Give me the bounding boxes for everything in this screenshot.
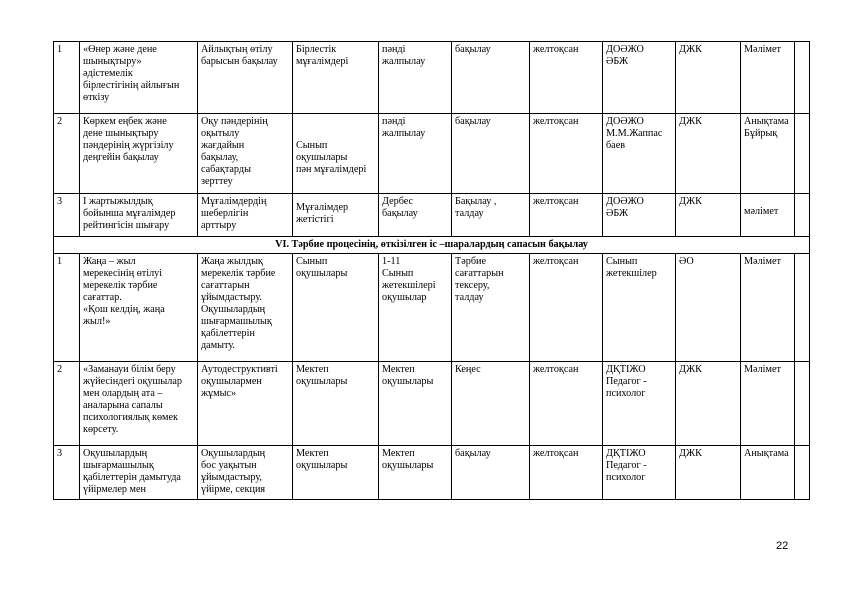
- cell-text: Мектеп оқушылары: [382, 364, 434, 387]
- cell-goal: [198, 254, 293, 362]
- cell-text: Бірлестік мұғалімдері: [296, 44, 349, 67]
- cell-text: Оқушылардың шығармашылық қабілеттерін дамытуда үйірмелер мен: [83, 448, 181, 495]
- cell-responsible: [603, 194, 676, 237]
- cell-month: [530, 42, 603, 114]
- cell-text: Бақылау , талдау: [455, 196, 497, 219]
- cell-text: Мәлімет: [744, 256, 781, 267]
- cell-object: [293, 254, 379, 362]
- cell-type: [379, 194, 452, 237]
- cell-text: пәнді жалпылау: [382, 116, 426, 139]
- row-number: [54, 446, 80, 500]
- cell-object: [293, 362, 379, 446]
- section-title-text: VI. Тәрбие процесінің, өткізілген іс –шаралардың сапасын бақылау: [275, 239, 588, 250]
- cell-object: [293, 446, 379, 500]
- cell-text: Мектеп оқушылары: [382, 448, 434, 471]
- cell-review: [676, 362, 741, 446]
- cell-text: Жаңа жылдық мерекелік тәрбие сағаттарын ұйымдастыру. Оқушылардың шығармашылық қабілеттерін дамыту.: [201, 256, 276, 351]
- cell-event: [80, 362, 198, 446]
- cell-goal: [198, 446, 293, 500]
- cell-text: ДЖК: [679, 448, 702, 459]
- cell-text: ӘО: [679, 256, 694, 267]
- cell-event: [80, 194, 198, 237]
- cell-responsible: [603, 42, 676, 114]
- cell-text: 1: [57, 256, 63, 267]
- cell-text: 3: [57, 448, 63, 459]
- cell-goal: [198, 194, 293, 237]
- cell-text: Анықтама: [744, 448, 789, 459]
- cell-result: [741, 42, 795, 114]
- cell-text: ДОӘЖО ӘБЖ: [606, 44, 644, 67]
- cell-text: бақылау: [455, 44, 491, 55]
- cell-type: [379, 42, 452, 114]
- cell-text: Сынып жетекшілер: [606, 256, 657, 279]
- cell-text: ДЖК: [679, 44, 702, 55]
- cell-type: [379, 114, 452, 194]
- cell-method: [452, 362, 530, 446]
- cell-event: [80, 114, 198, 194]
- cell-month: [530, 254, 603, 362]
- cell-month: [530, 362, 603, 446]
- spacer: [296, 116, 375, 140]
- cell-extra: [795, 446, 810, 500]
- cell-text: желтоқсан: [533, 364, 579, 375]
- cell-text: ДҚТІЖО Педагог - психолог: [606, 364, 647, 399]
- cell-month: [530, 114, 603, 194]
- cell-text: желтоқсан: [533, 256, 579, 267]
- cell-event: [80, 446, 198, 500]
- cell-text: 3: [57, 196, 63, 207]
- cell-text: Мұғалімдер жетістігі: [296, 202, 349, 225]
- cell-text: бақылау: [455, 116, 491, 127]
- table-row: [54, 42, 810, 114]
- cell-goal: [198, 362, 293, 446]
- cell-event: [80, 42, 198, 114]
- cell-responsible: [603, 114, 676, 194]
- cell-responsible: [603, 254, 676, 362]
- table-row: [54, 114, 810, 194]
- cell-text: Көркем еңбек және дене шынықтыру пәндерінің жүргізілу деңгейін бақылау: [83, 116, 174, 163]
- cell-text: Аутодеструктивті оқушылармен жұмыс»: [201, 364, 278, 399]
- cell-text: Мәлімет: [744, 44, 781, 55]
- cell-review: [676, 194, 741, 237]
- cell-result: [741, 446, 795, 500]
- cell-text: Дербес бақылау: [382, 196, 418, 219]
- page-number: 22: [776, 540, 789, 552]
- cell-text: 1: [57, 44, 63, 55]
- cell-review: [676, 446, 741, 500]
- cell-text: 1-11 Сынып жетекшілері оқушылар: [382, 256, 436, 303]
- cell-extra: [795, 114, 810, 194]
- control-plan-table: [53, 41, 810, 500]
- cell-text: Кеңес: [455, 364, 481, 375]
- cell-text: Оқу пәндерінің оқытылу жағдайын бақылау, сабақтарды зерттеу: [201, 116, 268, 187]
- cell-extra: [795, 42, 810, 114]
- cell-text: 2: [57, 364, 63, 375]
- cell-review: [676, 114, 741, 194]
- table-row: [54, 254, 810, 362]
- cell-text: ДОӘЖО М.М.Жаппас баев: [606, 116, 663, 151]
- cell-result: [741, 362, 795, 446]
- cell-responsible: [603, 362, 676, 446]
- cell-text: пәнді жалпылау: [382, 44, 426, 67]
- cell-method: [452, 254, 530, 362]
- row-number: [54, 42, 80, 114]
- cell-text: желтоқсан: [533, 44, 579, 55]
- cell-extra: [795, 254, 810, 362]
- table-row: [54, 446, 810, 500]
- cell-text: Мұғалімдердің шеберлігін арттыру: [201, 196, 267, 231]
- cell-text: «Заманауи білім беру жүйесіндегі оқушылар мен олардың ата – аналарына сапалы психологиялық көмек көрсету.: [83, 364, 182, 435]
- cell-text: Мектеп оқушылары: [296, 448, 348, 471]
- cell-goal: [198, 114, 293, 194]
- cell-text: Тәрбие сағаттарын тексеру, талдау: [455, 256, 504, 303]
- cell-text: Айлықтың өтілу барысын бақылау: [201, 44, 278, 67]
- cell-text: Мектеп оқушылары: [296, 364, 348, 387]
- cell-text: Жаңа – жыл мерекесінің өтілуі мерекелік тәрбие сағаттар. «Қош келдің, жаңа жыл!»: [83, 256, 165, 327]
- cell-text: Сынып оқушылары: [296, 256, 348, 279]
- cell-result: [741, 254, 795, 362]
- cell-responsible: [603, 446, 676, 500]
- cell-text: бақылау: [455, 448, 491, 459]
- cell-method: [452, 446, 530, 500]
- section-title: [54, 237, 810, 254]
- cell-text: Анықтама Бұйрық: [744, 116, 789, 139]
- cell-text: ДҚТІЖО Педагог - психолог: [606, 448, 647, 483]
- table-row: [54, 194, 810, 237]
- row-number: [54, 254, 80, 362]
- cell-text: Сынып оқушылары пән мұғалімдері: [296, 140, 367, 175]
- cell-method: [452, 114, 530, 194]
- cell-text: Мәлімет: [744, 364, 781, 375]
- cell-text: ДЖК: [679, 196, 702, 207]
- cell-month: [530, 194, 603, 237]
- cell-text: желтоқсан: [533, 196, 579, 207]
- cell-goal: [198, 42, 293, 114]
- cell-extra: [795, 194, 810, 237]
- cell-object: [293, 114, 379, 194]
- cell-text: ДЖК: [679, 116, 702, 127]
- row-number: [54, 362, 80, 446]
- cell-text: І жартыжылдық бойынша мұғалімдер рейтингісін шығару: [83, 196, 176, 231]
- cell-text: Оқушылардың бос уақытын ұйымдастыру, үйірме, секция: [201, 448, 266, 495]
- cell-text: 2: [57, 116, 63, 127]
- cell-review: [676, 42, 741, 114]
- cell-method: [452, 42, 530, 114]
- cell-text: ДОӘЖО ӘБЖ: [606, 196, 644, 219]
- section-row: [54, 237, 810, 254]
- cell-object: [293, 42, 379, 114]
- cell-text: ДЖК: [679, 364, 702, 375]
- cell-text: «Өнер және дене шынықтыру» әдістемелік бірлестігінің айлығын өткізу: [83, 44, 180, 103]
- cell-type: [379, 362, 452, 446]
- cell-extra: [795, 362, 810, 446]
- cell-event: [80, 254, 198, 362]
- cell-review: [676, 254, 741, 362]
- cell-object: [293, 194, 379, 237]
- cell-type: [379, 446, 452, 500]
- cell-type: [379, 254, 452, 362]
- cell-method: [452, 194, 530, 237]
- row-number: [54, 114, 80, 194]
- cell-text: мәлімет: [744, 206, 779, 217]
- cell-text: желтоқсан: [533, 116, 579, 127]
- cell-text: желтоқсан: [533, 448, 579, 459]
- cell-result: [741, 194, 795, 237]
- cell-month: [530, 446, 603, 500]
- table-row: [54, 362, 810, 446]
- cell-result: [741, 114, 795, 194]
- row-number: [54, 194, 80, 237]
